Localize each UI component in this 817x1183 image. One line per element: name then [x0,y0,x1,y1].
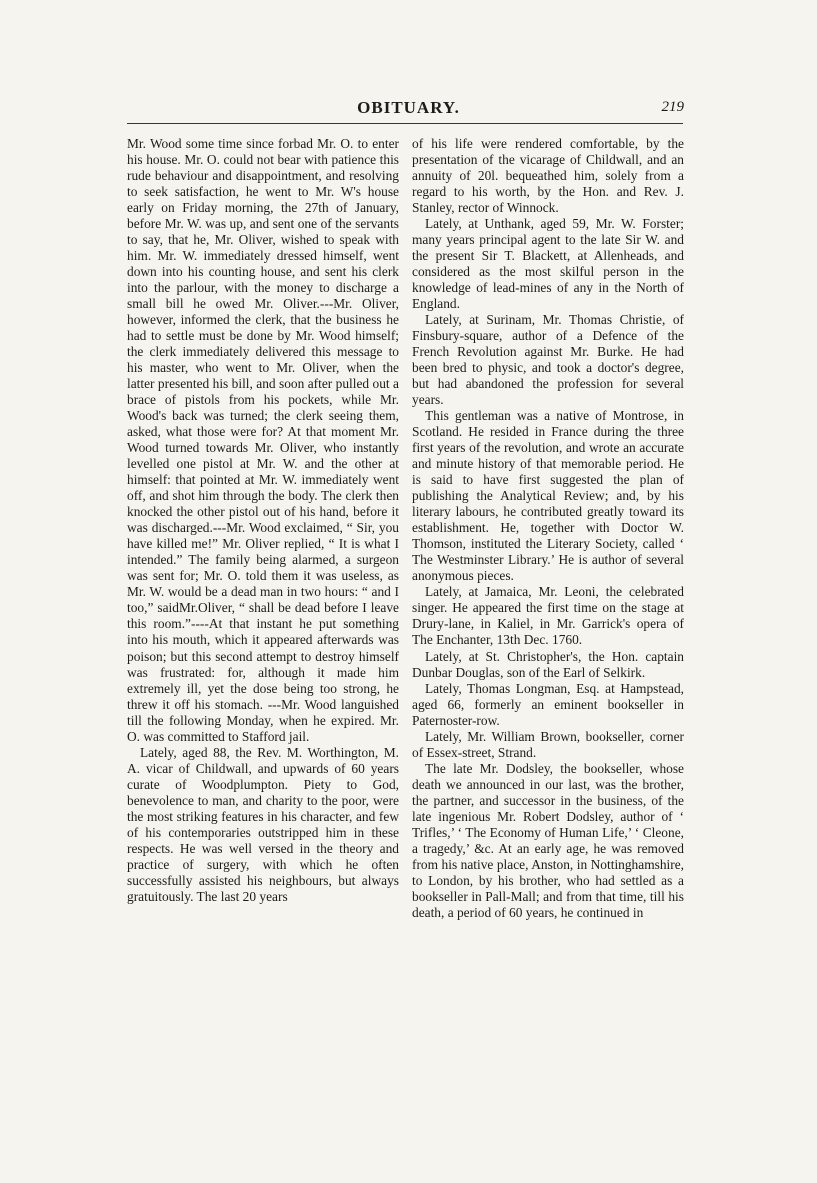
right-column [412,136,684,921]
left-column [127,136,399,905]
paragraph-brown: Lately, Mr. William Brown, bookseller, corner of Essex-street, Strand. [412,728,684,760]
paragraph-forster: Lately, at Unthank, aged 59, Mr. W. Forster; many years principal agent to the late Sir W. and the present Sir T. Blackett, at Allenheads, and considered as the most skilful person in the knowledge of lead-mines of any in the North of England. [412,216,684,312]
running-head [0,94,817,124]
paragraph-douglas: Lately, at St. Christopher's, the Hon. captain Dunbar Douglas, son of the Earl of Selkirk. [412,648,684,680]
paragraph-worthington: Lately, aged 88, the Rev. M. Worthington, M. A. vicar of Childwall, and upwards of 60 years curate of Woodplumpton. Piety to God, benevolence to man, and charity to the poor, were the most striking features in his character, and few of his contemporaries outstripped him in these respects. He was well versed in the theory and practice of surgery, with which he often successfully assisted his neighbours, but always gratuitously. The last 20 years [127,744,399,904]
page-title: OBITUARY. [357,98,460,117]
paragraph-leoni: Lately, at Jamaica, Mr. Leoni, the celebrated singer. He appeared the first time on the stage at Drury-lane, in Kaliel, in Mr. Garrick's opera of The Enchanter, 13th Dec. 1760. [412,584,684,648]
page-number: 219 [661,99,684,115]
paragraph-dodsley: The late Mr. Dodsley, the bookseller, whose death we announced in our last, was the brother, the partner, and successor in the business, of the late ingenious Mr. Robert Dodsley, author of ‘ Trifles,’ ‘ The Economy of Human Life,’ ‘ Cleone, a tragedy,’ &c. At an early age, he was removed from his native place, Anston, in Nottinghamshire, to London, by his brother, who had settled as a bookseller in Pall-Mall; and from that time, till his death, a period of 60 years, he continued in [412,760,684,920]
paragraph-christie: Lately, at Surinam, Mr. Thomas Christie, of Finsbury-square, author of a Defence of the French Revolution against Mr. Burke. He had been bred to physic, and took a doctor's degree, but had abandoned the profession for several years. [412,312,684,408]
header-rule [127,123,683,124]
paragraph-worthington-cont: of his life were rendered comfortable, by the presentation of the vicarage of Childwall, and an annuity of 20l. bequeathed him, solely from a regard to his worth, by the Hon. and Rev. J. Stanley, rector of Winnock. [412,136,684,216]
paragraph-wood-oliver: Mr. Wood some time since forbad Mr. O. to enter his house. Mr. O. could not bear with patience this rude behaviour and disappointment, and resolving to seek satisfaction, he went to Mr. W's house early on Friday morning, the 27th of January, before Mr. W. was up, and sent one of the servants to say, that he, Mr. Oliver, wished to speak with him. Mr. W. immediately dressed himself, went down into his counting house, and sent his clerk into the parlour, with the money to discharge a small bill he owed Mr. Oliver.---Mr. Oliver, however, informed the clerk, that the business he had to settle must be done by Mr. Wood himself; the clerk immediately delivered this message to his master, who went to Mr. Oliver, when the latter presented his bill, and soon after pulled out a brace of pistols from his pockets, while Mr. Wood's back was turned; the clerk seeing them, asked, what those were for? At that moment Mr. Wood turned towards Mr. Oliver, who instantly levelled one pistol at Mr. W. and the other at himself: that pointed at Mr. W. immediately went off, and shot him through the body. The clerk then knocked the other pistol out of his hand, before it was discharged.---Mr. Wood exclaimed, “ Sir, you have killed me!” Mr. Oliver replied, “ It is what I intended.” The family being alarmed, a surgeon was sent for; Mr. O. told them it was useless, as Mr. W. would be a dead man in two hours: “ and I too,” saidMr.Oliver, “ shall be dead before I leave this room.”----At that instant he put something into his mouth, which it appeared afterwards was poison; but this second attempt to destroy himself was frustrated: for, although it made him extremely ill, yet the dose being too strong, he threw it off his stomach. ---Mr. Wood languished till the following Monday, when he expired. Mr. O. was committed to Stafford jail. [127,136,399,744]
paragraph-longman: Lately, Thomas Longman, Esq. at Hampstead, aged 66, formerly an eminent bookseller in Paternoster-row. [412,680,684,728]
paragraph-christie-bio: This gentleman was a native of Montrose, in Scotland. He resided in France during the three first years of the revolution, and wrote an accurate and minute history of that memorable period. He is said to have first suggested the plan of publishing the Analytical Review; and, by his literary labours, he contributed greatly toward its establishment. He, together with Doctor W. Thomson, instituted the Literary Society, called ‘ The Westminster Library.’ He is author of several anonymous pieces. [412,408,684,584]
